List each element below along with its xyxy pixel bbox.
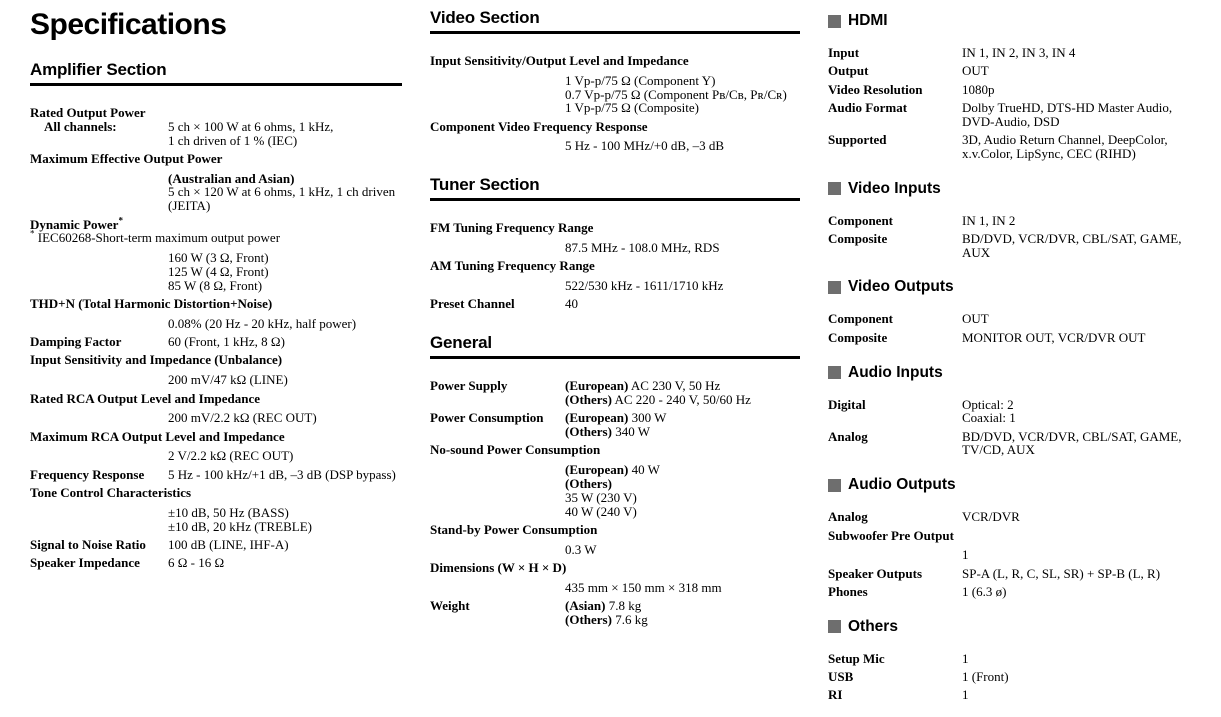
entry-label: AM Tuning Frequency Range — [430, 258, 595, 274]
section-heading — [828, 13, 1206, 29]
square-bullet-icon — [828, 620, 841, 633]
section-hdmi — [828, 13, 1206, 161]
spec-entry — [828, 133, 1206, 161]
entry-row — [30, 556, 402, 570]
entry-value-line: 200 mV/47 kΩ (LINE) — [168, 372, 288, 388]
entry-values — [30, 411, 402, 425]
entry-label: Signal to Noise Ratio — [30, 536, 146, 552]
entry-row — [828, 331, 1206, 345]
entry-label: Phones — [828, 583, 868, 599]
entry-label: FM Tuning Frequency Range — [430, 220, 594, 236]
spec-entry — [828, 567, 1206, 581]
spec-entry — [828, 331, 1206, 345]
entry-value-line: (JEITA) — [168, 198, 211, 214]
entry-label: Setup Mic — [828, 650, 885, 666]
entry-value-line: 0.3 W — [565, 541, 597, 557]
entry-value-line: OUT — [962, 311, 989, 327]
entry-label: Analog — [828, 509, 868, 525]
entry-label: Composite — [828, 329, 888, 345]
entry-values — [962, 398, 1016, 426]
entry-row — [828, 232, 1206, 260]
section-heading: Tuner Section — [430, 175, 800, 201]
entry-label: Damping Factor — [30, 334, 122, 350]
section-heading-label: Audio Inputs — [848, 363, 943, 381]
entry-sublabel: All channels: — [44, 118, 117, 134]
spec-entry — [828, 46, 1206, 60]
column-amplifier — [30, 0, 402, 575]
entry-value-line: DVD-Audio, DSD — [962, 113, 1060, 129]
entry-values — [430, 241, 800, 255]
spec-entry — [430, 297, 800, 311]
entry-label: Digital — [828, 396, 866, 412]
entry-values — [962, 510, 1020, 524]
entry-value-line: 1080p — [962, 81, 995, 97]
section-heading-label: Others — [848, 617, 898, 635]
section-heading — [828, 365, 1206, 381]
entry-value-line: (European) 40 W — [565, 462, 660, 478]
section-heading-label: Audio Outputs — [848, 476, 956, 494]
spec-entry — [828, 585, 1206, 599]
entry-value-line: 1 Vp-p/75 Ω (Composite) — [565, 100, 699, 116]
entry-row — [828, 430, 1206, 458]
entry-value-line: 85 W (8 Ω, Front) — [168, 277, 263, 293]
entry-row — [828, 214, 1206, 228]
entry-label: Speaker Outputs — [828, 565, 923, 581]
entry-values — [962, 652, 969, 666]
spec-entry — [30, 538, 402, 552]
entry-value-line: 100 dB (LINE, IHF-A) — [168, 536, 289, 552]
entry-row — [828, 312, 1206, 326]
entry-values — [430, 581, 800, 595]
entry-footnote: * IEC60268-Short-term maximum output power — [30, 229, 281, 246]
entry-label: Subwoofer Pre Output — [828, 527, 954, 543]
entry-value-line: TV/CD, AUX — [962, 442, 1035, 458]
entry-value-line: IN 1, IN 2 — [962, 212, 1016, 228]
entry-value-line: 125 W (4 Ω, Front) — [168, 263, 269, 279]
entry-values — [962, 232, 1181, 260]
entry-label: Speaker Impedance — [30, 555, 140, 571]
entry-values — [962, 101, 1172, 129]
entry-row — [828, 46, 1206, 60]
entry-value-line: 1 — [962, 547, 969, 563]
entry-value-line: 1 (Front) — [962, 669, 1009, 685]
entry-value-line: VCR/DVR — [962, 509, 1020, 525]
entry-value-line: OUT — [962, 63, 989, 79]
entry-row — [430, 599, 800, 627]
entry-value-line: 40 W (240 V) — [565, 503, 637, 519]
entry-value-line: (Others) 340 W — [565, 424, 650, 440]
spec-entry — [30, 215, 402, 293]
column-video-tuner-general — [430, 0, 800, 631]
entry-row — [30, 468, 402, 482]
square-bullet-icon — [828, 182, 841, 195]
entry-values — [962, 64, 989, 78]
section-tuner-section — [430, 175, 800, 311]
entry-label: Dynamic Power* — [30, 215, 123, 232]
spec-entry — [828, 312, 1206, 326]
entry-values — [168, 335, 285, 349]
entry-value-line: 1 — [962, 687, 969, 703]
section-heading-label: Video Outputs — [848, 278, 954, 296]
entry-label: Supported — [828, 131, 887, 147]
entry-value-line: 5 ch × 120 W at 6 ohms, 1 kHz, 1 ch driven — [168, 184, 396, 200]
entry-row — [828, 585, 1206, 599]
entry-row — [828, 510, 1206, 524]
entry-row — [828, 83, 1206, 97]
entry-values — [962, 585, 1006, 599]
spec-entry — [30, 335, 402, 349]
entry-values — [565, 297, 578, 311]
section-heading-label: HDMI — [848, 12, 888, 29]
entry-row — [30, 120, 402, 148]
spec-entry — [430, 443, 800, 518]
entry-value-line: (European) 300 W — [565, 410, 667, 426]
entry-values — [430, 279, 800, 293]
section-heading: General — [430, 333, 800, 359]
entry-value-line: BD/DVD, VCR/DVR, CBL/SAT, GAME, — [962, 428, 1182, 444]
entry-value-line: (Others) AC 220 - 240 V, 50/60 Hz — [565, 392, 751, 408]
spec-entry — [30, 430, 402, 464]
entry-row — [828, 133, 1206, 161]
section-audio-outputs — [828, 477, 1206, 598]
spec-entry — [828, 101, 1206, 129]
spec-entry — [828, 430, 1206, 458]
spec-entry — [430, 120, 800, 154]
square-bullet-icon — [828, 15, 841, 28]
entry-value-line: 87.5 MHz - 108.0 MHz, RDS — [565, 240, 720, 256]
section-heading — [828, 181, 1206, 197]
entry-value-line: MONITOR OUT, VCR/DVR OUT — [962, 329, 1146, 345]
column-io-sections — [828, 0, 1206, 707]
entry-value-line: 6 Ω - 16 Ω — [168, 555, 225, 571]
section-heading-label: Video Inputs — [848, 179, 941, 197]
section-heading: Video Section — [430, 8, 800, 34]
section-heading — [828, 477, 1206, 493]
entry-values — [962, 670, 1009, 684]
entry-value-line: Coaxial: 1 — [962, 410, 1016, 426]
entry-values — [168, 120, 333, 148]
entry-values — [30, 251, 402, 292]
spec-entry — [30, 392, 402, 426]
entry-value-line: BD/DVD, VCR/DVR, CBL/SAT, GAME, — [962, 230, 1182, 246]
entry-value-line: 1 (6.3 ø) — [962, 583, 1007, 599]
entry-label: Preset Channel — [430, 296, 515, 312]
entry-value-line: 0.08% (20 Hz - 20 kHz, half power) — [168, 315, 357, 331]
spec-entry — [828, 670, 1206, 684]
section-video-inputs — [828, 181, 1206, 260]
spec-entry — [430, 411, 800, 439]
entry-value-line: (European) AC 230 V, 50 Hz — [565, 378, 721, 394]
section-heading — [828, 279, 1206, 295]
entry-values — [962, 83, 995, 97]
spec-entry — [30, 486, 402, 533]
entry-label: Component — [828, 311, 894, 327]
entry-value-line: 1 Vp-p/75 Ω (Component Y) — [565, 72, 716, 88]
entry-label: Rated RCA Output Level and Impedance — [30, 390, 261, 406]
entry-value-line: Optical: 2 — [962, 396, 1014, 412]
entry-row — [828, 101, 1206, 129]
section-audio-inputs — [828, 365, 1206, 458]
entry-label: Tone Control Characteristics — [30, 485, 192, 501]
entry-values — [962, 46, 1075, 60]
entry-value-line: 160 W (3 Ω, Front) — [168, 250, 269, 266]
entry-row — [828, 398, 1206, 426]
spec-entry — [828, 214, 1206, 228]
entry-value-line: (Asian) 7.8 kg — [565, 598, 642, 614]
section-heading — [828, 619, 1206, 635]
entry-value-line: 2 V/2.2 kΩ (REC OUT) — [168, 448, 294, 464]
spec-entry — [30, 152, 402, 213]
square-bullet-icon — [828, 366, 841, 379]
entry-label: Composite — [828, 230, 888, 246]
spec-entry — [30, 106, 402, 147]
entry-value-line: (Australian and Asian) — [168, 170, 295, 186]
entry-label: USB — [828, 669, 854, 685]
entry-row — [828, 64, 1206, 78]
entry-row — [30, 538, 402, 552]
entry-value-line: (Others) — [565, 476, 612, 492]
spec-entry — [430, 54, 800, 115]
entry-value-line: Dolby TrueHD, DTS-HD Master Audio, — [962, 99, 1173, 115]
entry-value-line: 5 Hz - 100 MHz/+0 dB, –3 dB — [565, 138, 724, 154]
entry-value-line: 5 Hz - 100 kHz/+1 dB, –3 dB (DSP bypass) — [168, 466, 396, 482]
section-heading: Amplifier Section — [30, 60, 402, 86]
entry-value-line: 40 — [565, 296, 578, 312]
spec-entry — [828, 398, 1206, 426]
spec-entry — [430, 221, 800, 255]
entry-label: Input — [828, 45, 860, 60]
spec-entry — [30, 556, 402, 570]
entry-label: RI — [828, 687, 843, 703]
entry-row — [828, 652, 1206, 666]
entry-label: Maximum Effective Output Power — [30, 150, 223, 166]
spec-entry — [828, 529, 1206, 563]
spec-entry — [828, 232, 1206, 260]
spec-entry — [430, 523, 800, 557]
entry-value-line: 5 ch × 100 W at 6 ohms, 1 kHz, — [168, 118, 334, 134]
entry-row — [430, 411, 800, 439]
entry-values — [962, 430, 1181, 458]
entry-value-line: (Others) 7.6 kg — [565, 611, 648, 627]
entry-values — [430, 74, 800, 115]
entry-values — [430, 139, 800, 153]
entry-label: Analog — [828, 428, 868, 444]
entry-value-line: 435 mm × 150 mm × 318 mm — [565, 579, 722, 595]
spec-entry — [828, 64, 1206, 78]
entry-values — [30, 317, 402, 331]
entry-row — [30, 335, 402, 349]
entry-value-line: 35 W (230 V) — [565, 489, 637, 505]
entry-values — [168, 468, 396, 482]
entry-value-line: 1 ch driven of 1 % (IEC) — [168, 132, 298, 148]
entry-row — [828, 688, 1206, 702]
entry-row — [430, 379, 800, 407]
entry-label: Video Resolution — [828, 81, 923, 97]
entry-row — [430, 297, 800, 311]
entry-values — [962, 214, 1015, 228]
entry-label: Audio Format — [828, 99, 908, 115]
entry-value-line: ±10 dB, 50 Hz (BASS) — [168, 504, 289, 520]
entry-value-line: AUX — [962, 244, 991, 260]
entry-label: Output — [828, 63, 869, 79]
entry-values — [962, 567, 1160, 581]
spec-entry — [828, 510, 1206, 524]
entry-label: Input Sensitivity/Output Level and Impedance — [430, 53, 689, 68]
entry-values — [565, 379, 751, 407]
entry-values — [168, 538, 289, 552]
entry-value-line: 1 — [962, 650, 969, 666]
entry-values — [30, 172, 402, 213]
spec-entry — [30, 297, 402, 331]
entry-label: No-sound Power Consumption — [430, 442, 601, 458]
entry-values — [168, 556, 224, 570]
entry-value-line: SP-A (L, R, C, SL, SR) + SP-B (L, R) — [962, 565, 1161, 581]
entry-values — [30, 506, 402, 534]
entry-row — [828, 670, 1206, 684]
entry-label: Component — [828, 212, 894, 228]
spec-entry — [430, 561, 800, 595]
entry-label: Component Video Frequency Response — [430, 118, 648, 134]
entry-value-line: 0.7 Vp-p/75 Ω (Component Pʙ/Cʙ, Pʀ/Cʀ) — [565, 86, 787, 102]
spec-entry — [430, 379, 800, 407]
entry-value-line: IN 1, IN 2, IN 3, IN 4 — [962, 45, 1076, 60]
entry-values — [962, 688, 969, 702]
entry-label: Weight — [430, 598, 470, 614]
entry-values — [565, 411, 666, 439]
section-video-outputs — [828, 279, 1206, 344]
entry-value-line: 3D, Audio Return Channel, DeepColor, — [962, 131, 1168, 147]
entry-values — [430, 543, 800, 557]
spec-entry — [828, 652, 1206, 666]
spec-entry — [30, 468, 402, 482]
spec-entry — [430, 599, 800, 627]
page-title: Specifications — [30, 8, 227, 41]
section-general — [430, 333, 800, 626]
entry-value-line: 60 (Front, 1 kHz, 8 Ω) — [168, 334, 285, 350]
entry-label: Input Sensitivity and Impedance (Unbalance) — [30, 352, 283, 368]
entry-label: Rated Output Power — [30, 105, 146, 120]
entry-label: THD+N (Total Harmonic Distortion+Noise) — [30, 296, 273, 312]
spec-entry — [828, 83, 1206, 97]
section-amplifier-section — [30, 60, 402, 570]
entry-row — [828, 567, 1206, 581]
entry-values — [828, 548, 1206, 562]
spec-entry — [828, 688, 1206, 702]
entry-label: Frequency Response — [30, 466, 145, 482]
entry-values — [430, 463, 800, 518]
square-bullet-icon — [828, 281, 841, 294]
entry-value-line: 200 mV/2.2 kΩ (REC OUT) — [168, 410, 317, 426]
entry-label: Power Consumption — [430, 410, 544, 426]
entry-values — [30, 449, 402, 463]
entry-label: Stand-by Power Consumption — [430, 521, 598, 537]
spec-entry — [430, 259, 800, 293]
entry-values — [962, 312, 989, 326]
entry-values — [565, 599, 648, 627]
square-bullet-icon — [828, 479, 841, 492]
entry-label: Power Supply — [430, 378, 508, 394]
entry-values — [962, 331, 1145, 345]
entry-label: Dimensions (W × H × D) — [430, 560, 567, 576]
entry-value-line: x.v.Color, LipSync, CEC (RIHD) — [962, 145, 1136, 161]
entry-values — [962, 133, 1168, 161]
entry-value-line: 522/530 kHz - 1611/1710 kHz — [565, 278, 724, 294]
entry-label: Maximum RCA Output Level and Impedance — [30, 428, 285, 444]
entry-value-line: ±10 dB, 20 kHz (TREBLE) — [168, 518, 312, 534]
section-video-section — [430, 8, 800, 153]
spec-entry — [30, 353, 402, 387]
entry-values — [30, 373, 402, 387]
section-others — [828, 619, 1206, 702]
